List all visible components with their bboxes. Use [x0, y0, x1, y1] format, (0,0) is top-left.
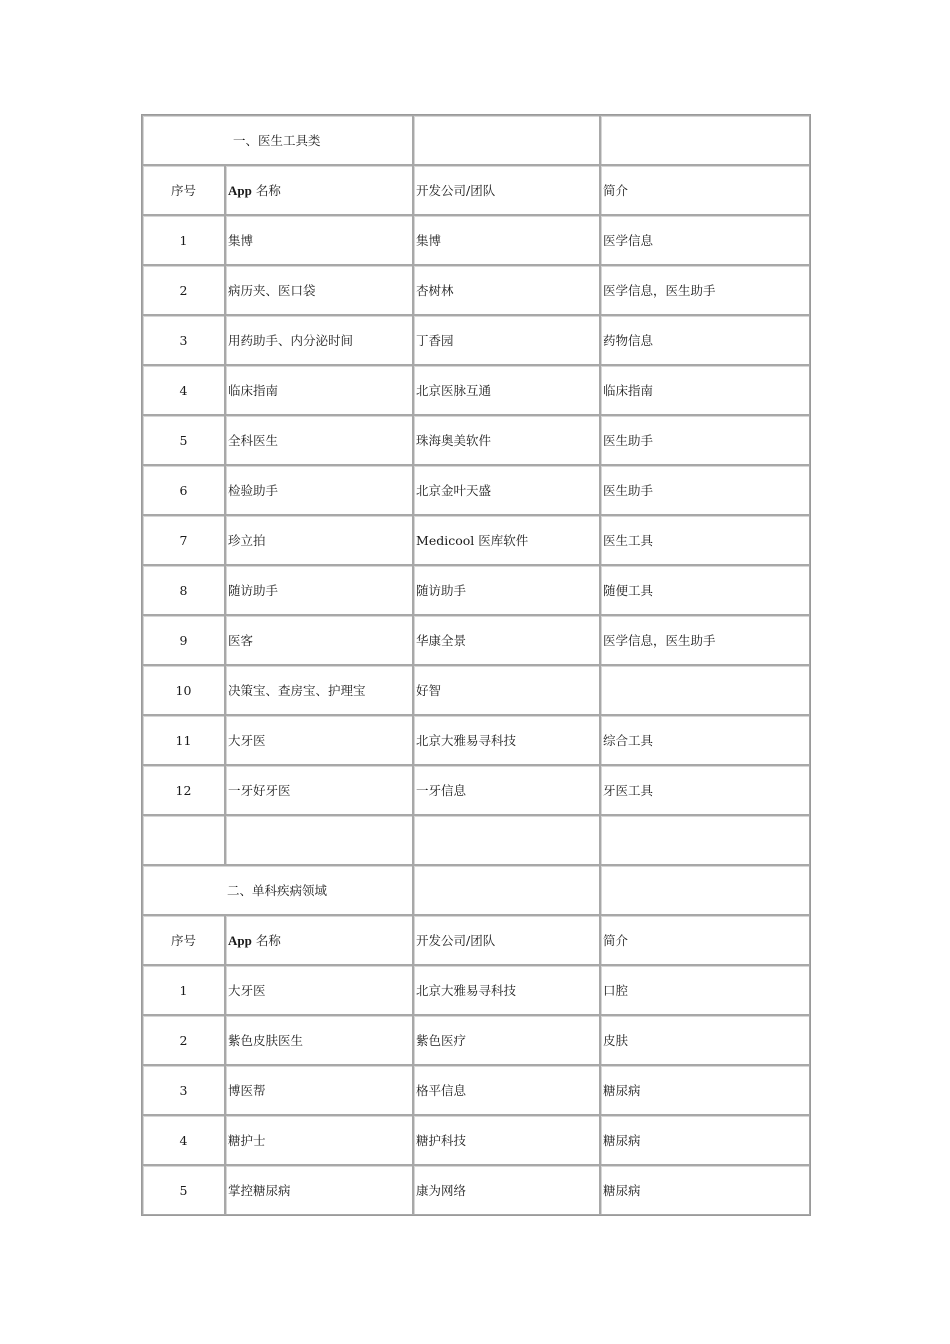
header-app-label: App [228, 933, 252, 948]
empty-cell [600, 815, 810, 865]
table-row [142, 765, 810, 815]
header-app-name [225, 915, 413, 965]
table-row [142, 215, 810, 265]
intro-cell: 药物信息 [600, 315, 810, 365]
intro-cell: 糖尿病 [600, 1165, 810, 1215]
header-no: 序号 [142, 165, 225, 215]
table-row [142, 565, 810, 615]
table-row [142, 1015, 810, 1065]
intro-cell: 临床指南 [600, 365, 810, 415]
table-row [142, 615, 810, 665]
header-app-name [225, 165, 413, 215]
table-row [142, 415, 810, 465]
row-number: 6 [142, 465, 225, 515]
app-name-cell: 紫色皮肤医生 [225, 1015, 413, 1065]
developer-cell: Medicool 医库软件 [413, 515, 600, 565]
app-name-cell: 全科医生 [225, 415, 413, 465]
section-title: 二、单科疾病领域 [227, 883, 328, 898]
app-name-cell: 用药助手、内分泌时间 [225, 315, 413, 365]
row-number: 2 [142, 1015, 225, 1065]
developer-cell: 珠海奥美软件 [413, 415, 600, 465]
empty-cell [225, 815, 413, 865]
developer-cell: 紫色医疗 [413, 1015, 600, 1065]
app-name-cell: 医客 [225, 615, 413, 665]
row-number: 11 [142, 715, 225, 765]
app-name-cell: 随访助手 [225, 565, 413, 615]
header-developer: 开发公司/团队 [413, 165, 600, 215]
intro-cell: 医生助手 [600, 465, 810, 515]
section-title: 一、医生工具类 [233, 133, 321, 148]
intro-cell: 牙医工具 [600, 765, 810, 815]
row-number: 5 [142, 415, 225, 465]
intro-cell: 医学信息，医生助手 [600, 265, 810, 315]
developer-cell: 随访助手 [413, 565, 600, 615]
app-name-cell: 大牙医 [225, 965, 413, 1015]
section-title-cell [142, 115, 413, 165]
intro-cell [600, 665, 810, 715]
developer-cell: 丁香园 [413, 315, 600, 365]
table-body [142, 115, 810, 1215]
table-row [142, 1065, 810, 1115]
table-row [142, 1115, 810, 1165]
developer-cell: 北京医脉互通 [413, 365, 600, 415]
intro-cell: 医生助手 [600, 415, 810, 465]
empty-cell [142, 815, 225, 865]
intro-cell: 口腔 [600, 965, 810, 1015]
app-list-table [141, 114, 811, 1216]
table-header-row [142, 165, 810, 215]
intro-cell: 糖尿病 [600, 1115, 810, 1165]
app-name-cell: 临床指南 [225, 365, 413, 415]
table-row [142, 665, 810, 715]
empty-cell [600, 865, 810, 915]
row-number: 7 [142, 515, 225, 565]
intro-cell: 综合工具 [600, 715, 810, 765]
app-name-cell: 检验助手 [225, 465, 413, 515]
row-number: 4 [142, 365, 225, 415]
developer-cell: 集博 [413, 215, 600, 265]
row-number: 5 [142, 1165, 225, 1215]
developer-cell: 北京大雅易寻科技 [413, 965, 600, 1015]
developer-cell: 北京金叶天盛 [413, 465, 600, 515]
header-developer: 开发公司/团队 [413, 915, 600, 965]
app-name-cell: 一牙好牙医 [225, 765, 413, 815]
table-row [142, 465, 810, 515]
empty-cell [600, 115, 810, 165]
table-row [142, 1165, 810, 1215]
header-intro: 简介 [600, 915, 810, 965]
intro-cell: 医学信息 [600, 215, 810, 265]
app-name-cell: 病历夹、医口袋 [225, 265, 413, 315]
section-title-cell [142, 865, 413, 915]
developer-cell: 好智 [413, 665, 600, 715]
table-row [142, 265, 810, 315]
header-intro: 简介 [600, 165, 810, 215]
app-name-cell: 博医帮 [225, 1065, 413, 1115]
row-number: 9 [142, 615, 225, 665]
table-row [142, 715, 810, 765]
section-title-row [142, 115, 810, 165]
app-name-cell: 大牙医 [225, 715, 413, 765]
row-number: 3 [142, 1065, 225, 1115]
app-name-cell: 决策宝、查房宝、护理宝 [225, 665, 413, 715]
empty-cell [413, 865, 600, 915]
row-number: 12 [142, 765, 225, 815]
row-number: 8 [142, 565, 225, 615]
intro-cell: 皮肤 [600, 1015, 810, 1065]
header-app-suffix: 名称 [251, 183, 281, 198]
table-header-row [142, 915, 810, 965]
app-name-cell: 掌控糖尿病 [225, 1165, 413, 1215]
empty-cell [413, 815, 600, 865]
row-number: 4 [142, 1115, 225, 1165]
row-number: 3 [142, 315, 225, 365]
table-row [142, 515, 810, 565]
table-row [142, 365, 810, 415]
developer-cell: 一牙信息 [413, 765, 600, 815]
developer-cell: 北京大雅易寻科技 [413, 715, 600, 765]
app-name-cell: 珍立拍 [225, 515, 413, 565]
header-no: 序号 [142, 915, 225, 965]
developer-cell: 糖护科技 [413, 1115, 600, 1165]
intro-cell: 糖尿病 [600, 1065, 810, 1115]
row-number: 1 [142, 215, 225, 265]
section-title-row [142, 865, 810, 915]
developer-cell: 华康全景 [413, 615, 600, 665]
intro-cell: 医生工具 [600, 515, 810, 565]
row-number: 1 [142, 965, 225, 1015]
row-number: 2 [142, 265, 225, 315]
header-app-suffix: 名称 [251, 933, 281, 948]
empty-cell [413, 115, 600, 165]
developer-cell: 康为网络 [413, 1165, 600, 1215]
app-name-cell: 集博 [225, 215, 413, 265]
developer-cell: 杏树林 [413, 265, 600, 315]
header-app-label: App [228, 183, 252, 198]
row-number: 10 [142, 665, 225, 715]
app-name-cell: 糖护士 [225, 1115, 413, 1165]
table-row [142, 315, 810, 365]
developer-cell: 格平信息 [413, 1065, 600, 1115]
intro-cell: 医学信息，医生助手 [600, 615, 810, 665]
intro-cell: 随便工具 [600, 565, 810, 615]
empty-row [142, 815, 810, 865]
table-row [142, 965, 810, 1015]
